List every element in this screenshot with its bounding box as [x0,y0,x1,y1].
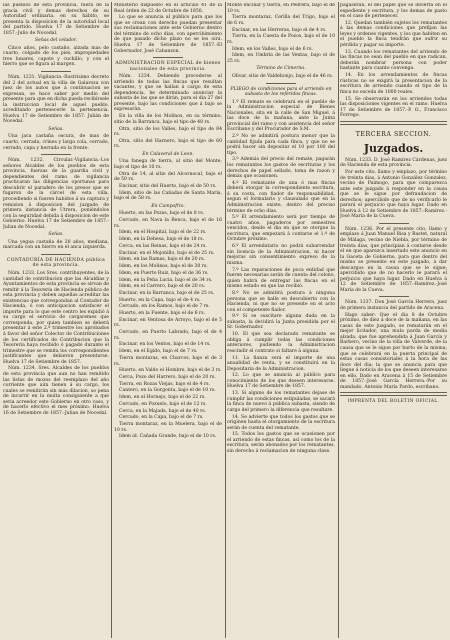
paragraph: 6.º El arrendatario no podrá subarrendar sin licencia de la Administracion, ni hacer mejoras sin consentimiento expreso de la misma. [227,244,335,266]
list-item: Idem, en Puerto Ruiz, bajo el de 36 rs. [119,270,209,276]
section-heading: CONTADURÍA DE HACIENDA pública de esta provincia. [6,257,106,269]
paragraph: 13. Si alguno de los rematantes dejase de cumplir las condiciones estipuladas, se sacará la finca de nuevo á pública subasta, siendo de cargo del primero la diferencia que resultare. [227,391,335,413]
list-item: Idem, en el Egido, bajo el de 7 rs. [119,349,198,355]
list-item: Huerto, en la Fuente, bajo el de 6 rs. [119,311,206,317]
divider [153,57,183,58]
paragraph: 7.º Las reparaciones de poca entidad que fueren necesarias serán de cuenta del colono, quien habrá de entregar las fincas en el mismo estado en que las recibió. [227,267,335,290]
paragraph: 5.º El arrendamiento será por tiempo de cuatro años, pagaderos por semestres vencidos, desde el dia en que se otorgue la escritura, que empezará á contarse el 1.º de Octubre próximo. [227,215,335,243]
paragraph: 4.º El rematante de una ó mas fincas deberá otorgar la correspondiente escritura, á su costa, con fiador de responsabilidad, segun el formulario y clausulado que en la Administracion existe, dentro del preciso término de ocho dias. [227,180,335,214]
subheading: En Campofrio. [151,203,185,209]
list-item: Encinar, en el Mojonillo, bajo el de 25 rs. [119,250,215,256]
list-item: Huerto, en la Capa, bajo el de 4 rs. [119,297,201,303]
list-item: Cercado, en la Capa, bajo el de 7 rs. [119,415,204,421]
list-item: Cercado, en Pozuelo, bajo el de 12 rs. [119,401,207,407]
list-item: Encinar, en Ventosa de Arroyo, bajo el de 5 rs. [114,317,222,329]
list-item: Idem, en la Dehesa, bajo el de 18 rs. [119,237,205,243]
divider [41,254,71,255]
column-rule [338,2,339,638]
list-item: Tierra montaraz, en Charcos, bajo el de 3 rs. [114,355,222,367]
paragraph: 8.º No se admitirá postura á ninguna persona que se halle en descubierto con la Hacienda, ni que no se presente en el acto con el competente fiador. [227,290,335,313]
list-item: En la villa de los Molinos, en su término, sitio de la Barranca, bajo el tipo de 48 rs. [114,114,222,125]
list-item: Otra de 14, al sitio del Alcornocal, bajo el de 50 rs. [114,171,222,183]
list-item: Cerca, en las Reinas, bajo el de 24 rs. [119,243,207,249]
paragraph: Núm. 1231. Vigilancia.-Ilustrisimo decreto del 2 del actual en la villa de Galaroza con juez de los autos que á continuacion se expresan, se hace saber por medio del presente para que en dicha pueda recibírsele la instruccion local de aquel pueblo, acreditando pertenecerle la pertenencia. Huelva 17 de Setiembre de 1857. Julián de Nocedal. [3,75,109,125]
list-item: Otra, sitio de los Valles, bajo el tipo de 84 rs. [114,126,222,138]
paragraph: Núm. 1232. Circular.-Vigilancia.-Los señores Alcaldes de los pueblos de esta provincia, fuerzas de la guardia civil y dependientes del ramo de vigilancia practicaran las diligencias oportunas para descubrir el paradero de los presos que se fugaron de la cárcel de esta villa, procediendo si fueren habidos á su captura y remision á disposicion del juzgado de primera instancia de Utrera, poniéndolos con la seguridad debida á disposicion de este Gobierno. Huelva 17 de Setiembre de 1857.-Julian de Nocedal. [3,158,109,230]
list-item: Cantero, en la Gorgonta, bajo el de 10 rs. [119,388,216,394]
paragraph: 3.º Además del precio del remate, pagarán los rematantes los gastos de escrituras y los derechos de papel sellado, toma de razon y demás que ocasionen. [227,157,335,180]
list-item: Idem, en el Carrero, bajo el de 20 rs. [119,284,206,290]
paragraph: las pueblos de esta provincia, fuera de la gracia civil y demas derechos de su Autoridad ordinaria, en su hábito, se presenta la disposicion de la autoridad local del partido. Huelva 17 de Setiembre de 1857.-Julio de Nocedal. [3,3,109,36]
section-title: TERCERA SECCION. [355,130,432,138]
column-1 [3,3,109,637]
divider [379,223,409,224]
paragraph: Núm. 1237. Don José García Herrera, juez de primera instancia del partido de Aracena. [340,300,447,311]
paragraph: pagaserán, el del papel que se invierta en el expediente y escritura, y los demas de pasto en el caso de pertenecer. [340,3,447,20]
paragraph: Una jaca castaña oscura, de mas de cuarto, cerrada, crines y larga cola, cerrado, cerrado, capa y herrada en la frente. [3,134,109,151]
paragraph: 13. Cuando los rematantes del arriendo de las fincas no sean del pueblo en que radican, deberán nombrar persona con poder bastante para cuanto convenga. [340,49,447,72]
list-item: Cercado, en Nava la Renca, bajo el de 16 rs. [114,218,222,229]
list-item: Tierra montaraz, en la Muelera, bajo el de 10 rs. [114,422,222,433]
list-item: Idem, en el Hornejo, bajo el de 22 rs. [119,395,206,401]
subheading: Señas. [48,232,64,238]
subheading: En Calaveral de Leon. [142,151,194,157]
list-item: Idem, en la Peña Lucia, bajo el de 34 rs. [119,277,213,283]
list-item: Idem, en Umbría de las Ventas, bajo el de 25 rs. [227,53,335,64]
subheading: Señas. [48,126,64,132]
paragraph: 11. La fianza será el importe de una anualidad de renta, y se constituirá en la Depositaria de la Administracion. [227,355,335,372]
list-item: Encinar, en los Ventos, bajo el de 14 rs. [119,342,211,348]
paragraph: Por este cito, llamo y emplazo, por término de treinta dias, á Antonio González Gonzalez, vecino de Paimogo, para que comparezca ante este juzgado á responder en la causa que se le sigue por defraudacion de derechos; apercibido que de no verificarlo le parará el perjuicio que haya lugar. Dado en Huelva á 12 de Setiembre de 1857.-Ramírez.-José María de la Cueva. [340,169,447,220]
paragraph: 2.º No se admitirá postura menor que la cantidad fijada para cada finca, y que no se podrá hacer sin depositar el 10 por 100 del tipo. [227,134,335,156]
divider [379,296,409,297]
paragraph: Núm. 1233. Los Sres. contribuyentes, de la cantidad de contribucion que las Alcaldías y Ayuntamientos de esta provincia se sirvan de remitir á la Tesorería de Hacienda pública de esta provincia y deben aquellas acreditar las existencias que correspondan al Contador de Hacienda, ó con anticipacion satisfacer el importe para lo que este centro les expidió á su cargo el servicio de cargaremes que corresponda, por quien tambien se deberá presentar á este 2.º trimestre los aprobados á favor del señor Colector de Contribuciones de los certificados de Contribucion que la Tesorería haya recibido ó pagado durante el trimestre que se remita los correspondientes justificantes que debieron presentarse. Huelva 17 de Setiembre de 1857. [3,270,109,365]
list-item: Cerca, Pozo del Harrero, bajo el de 20 rs. [119,374,216,380]
paragraph: Núm. 1234. Debiendo procederse al arriendo de todas las fincas que resultan vacantes, y que se hallan á cargo de esta dependencia, he determinado anunciar la subasta de las que se dirán, para el dia 27 del presente, bajo las condiciones que á bajo se expresarán. [114,74,222,113]
list-item: Olivar, sitio de Valdehonjo, bajo el de 46 rs. [232,73,334,79]
paragraph: 10. El que sea declarado rematante se obliga á cumplir todas las condiciones anteriores, pudiendo la Administracion rescindir el contrato si faltare á alguna. [227,332,335,354]
column-4 [340,3,447,637]
paragraph: Una yegua castaña de 20 años, mediana, marcada con un hierro en el anca izquierda. [3,239,109,251]
list-item: Monte encinar y tierra, en Pedrera, bajo el de 10 rs. [227,3,335,14]
list-item: Idem id. Cañada Grande, bajo el de 10 rs. [119,434,217,440]
paragraph: 9.º Si se suscitare alguna duda en la subasta, la decidirá la Junta presidida por el Sr. Gobernador. [227,314,335,331]
list-item: Huerto, en las Pozas, bajo el de 8 rs. [119,211,205,217]
list-item: Idem, en el Hospital, bajo el de 22 rs. [119,230,207,236]
divider [266,83,296,84]
paragraph: Cinco años, pelo castaño, alzada mas de cuarto, colgado de los pies, impropiedades tres lunares, capote y cuchillo, y con el hierro que se figura al margen. [3,45,109,68]
list-item: Cerca, en la Majada, bajo el de 40 rs. [119,408,207,414]
list-item: Huerto, en Valdo el Hombre, bajo el de 3 rs. [119,368,222,374]
divider [41,71,71,72]
list-item: Idem, sitio de las Cañadas de Santa María, bajo el de 58 rs. [114,190,222,202]
list-item: Encinar, en las Herreras, bajo el de 4 rs. [232,27,327,33]
list-item: Tierra, en la Cuesta de Pozos, bajo el de 10 rs. [227,34,335,45]
paragraph: 12. Quedan también sujetos los rematantes á las demas condiciones que prefijan las leyes y ordenes vigentes, y los que habiten en el pueblo la finca tendrán que sufrir su pérdida y pagar su importe. [340,20,447,49]
printer-footer: IMPRENTA DEL BOLETIN OFICIAL. [347,399,440,405]
divider [340,121,447,125]
list-item: Una fanega de tierra, al sitio del Monte, bajo el tipo de 10 rs. [114,159,222,170]
paragraph: Hago saber: Que el dia 8 de Octubre próximo, de diez á doce de la mañana, en las casas de este juzgado, se rematarán en el mejor licitador, una mula parda de media alzada, que fue aprehendida á Juan García y Barbero, vecino de la villa de Valverde, de la causa que se le sigue por hurto de la misma; que se celebrará en la puerta principal de estas casas consistoriales á la hora de las doce del dia; la que se anuncia para que llegue á noticia de los que deseen interesarse en ello. Dado en Aracena á 15 de Setiembre de 1857.-José García Herrera.-Por su mandado, Antonio María Pardo, escribano. [340,312,447,390]
paragraph: 12. Lo que se anuncia al público para conocimiento de los que deseen interesarse. Huelva 17 de Setiembre de 1857. [227,373,335,390]
column-rule [225,2,226,638]
list-item: Idem, en las Ramas, bajo el de 20 rs. [119,257,206,263]
paragraph: Núm. 1234. Sres. Alcaldes de los pueblos de esta provincia que aun no han remitido las listas de mozos del reemplazo del año corriente que aún tienen á su cargo, los cuales se remitirán sin más dilacion, so pena de incurrir en la multa consiguiente a que seria acreedor este Gobierno en otro caso, y de hacerlo efectivo el mes próximo. Huelva 16 de Setiembre de 1857.-Julian de Nocedal. [3,366,109,416]
paragraph: 1.º El remate se celebrará en el pueblo de la Administracion especial de Bienes Nacionales, sita en la calle de San Miguel, á las doce de la mañana, ante la Junta provincial del ramo y con asistencia del señor Escribano y del Procurador de S.M. [227,99,335,133]
section-heading: ADMINISTRACION ESPECIAL de bienes nacionales de esta provincia. [115,61,221,72]
list-item: Idem, en los Molinos, bajo el de 30 rs. [119,264,208,270]
section-heading: Juzgados. [363,141,424,155]
divider [340,392,447,396]
section-heading: PLIEGO de condiciones para el arriendo en subasta de los referidos fincas. [230,86,332,98]
list-item: Cercado, en los Ramos, bajo el de 7 rs. [119,304,210,310]
list-item: Cercado, en Puerto Labrado, bajo el de 4 rs. [114,330,222,341]
paragraph: 15. Todos los gastos que se ocasionen por el arriendo de estas fincas, así como los de la escritura, serán abonados por los rematantes, sin derecho á reclamacion de ninguna clase. [227,432,335,455]
paragraph: Lo que se anuncia al público para que los que se crean con derecho puedan presentar sus reclamaciones ante este Gobierno dentro del término de ocho dias, con apercibimiento de que pasado dicho plazo no se les oirá. Huelva 17 de Setiembre de 1857.-El Gobernador, José Cabanzon. [114,15,222,54]
subheading: Señas del celador. [34,38,78,44]
divider [41,154,71,155]
paragraph: Ministerio dispuesto en el articulo 41 de la Real órden de 22 de Octubre de 1850. [114,3,222,14]
list-item: Encinar, sitio del Huerto, bajo el de 50 rs. [119,183,217,189]
paragraph: Núm. 1233. D. José Ramírez Cárdenas, juez de Hacienda de esta provincia. [340,157,447,169]
list-item: Otra, sitio del Harnero, bajo el tipo de 60 rs. [114,138,222,150]
paragraph: Núm. 1236. Por el presente cito, llamo y emplazo á Juan Manuel Bisa y Bastet, natural de Málaga, vecino de Niebla, por término de treinta dias, que principian á contarse desde el en que aparezca insertado este anuncio en la Gaceta de Gobierno, para que dentro del mismo se presente en este juzgado, á dar descargos en la causa que se le sigue; apercibido que de no hacerlo le parará el perjuicio que haya lugar. Dado en Huelva á 12 de Setiembre de 1857.-Ramírez.-José María de la Cueva. [340,226,447,293]
paragraph: 14. En los arrendamientos de fincas rústicas no se exigirá la presentacion de la escritura de arriendo cuando el tipo de la finca no exceda de 1000 reales. [340,73,447,95]
list-item: Idem, en los Valles, bajo el de 6 rs. [232,46,314,52]
column-2 [114,3,222,637]
paragraph: 15. Se observarán en los arriendos todas las disposiciones vigentes en el ramo. Huelva 17 de Setiembre de 1857.-P. O., Francisco Forrego. [340,96,447,119]
list-item: Encinar, en la Barranca, bajo el de 25 rs. [119,290,215,296]
column-rule [111,2,112,638]
paragraph: 14. Se advierte que todos los gastos que se originen hasta el otorgamiento de la escritura serán de cuenta del rematante. [227,414,335,431]
list-item: Tierra montaraz, Cerilla del Trigo, bajo el de 6 rs. [227,15,335,26]
column-3 [227,3,335,637]
subheading: Término de Cimerna. [256,66,306,72]
list-item: Tierra, en Rozas Viejas, bajo el de 4 rs. [119,381,211,387]
